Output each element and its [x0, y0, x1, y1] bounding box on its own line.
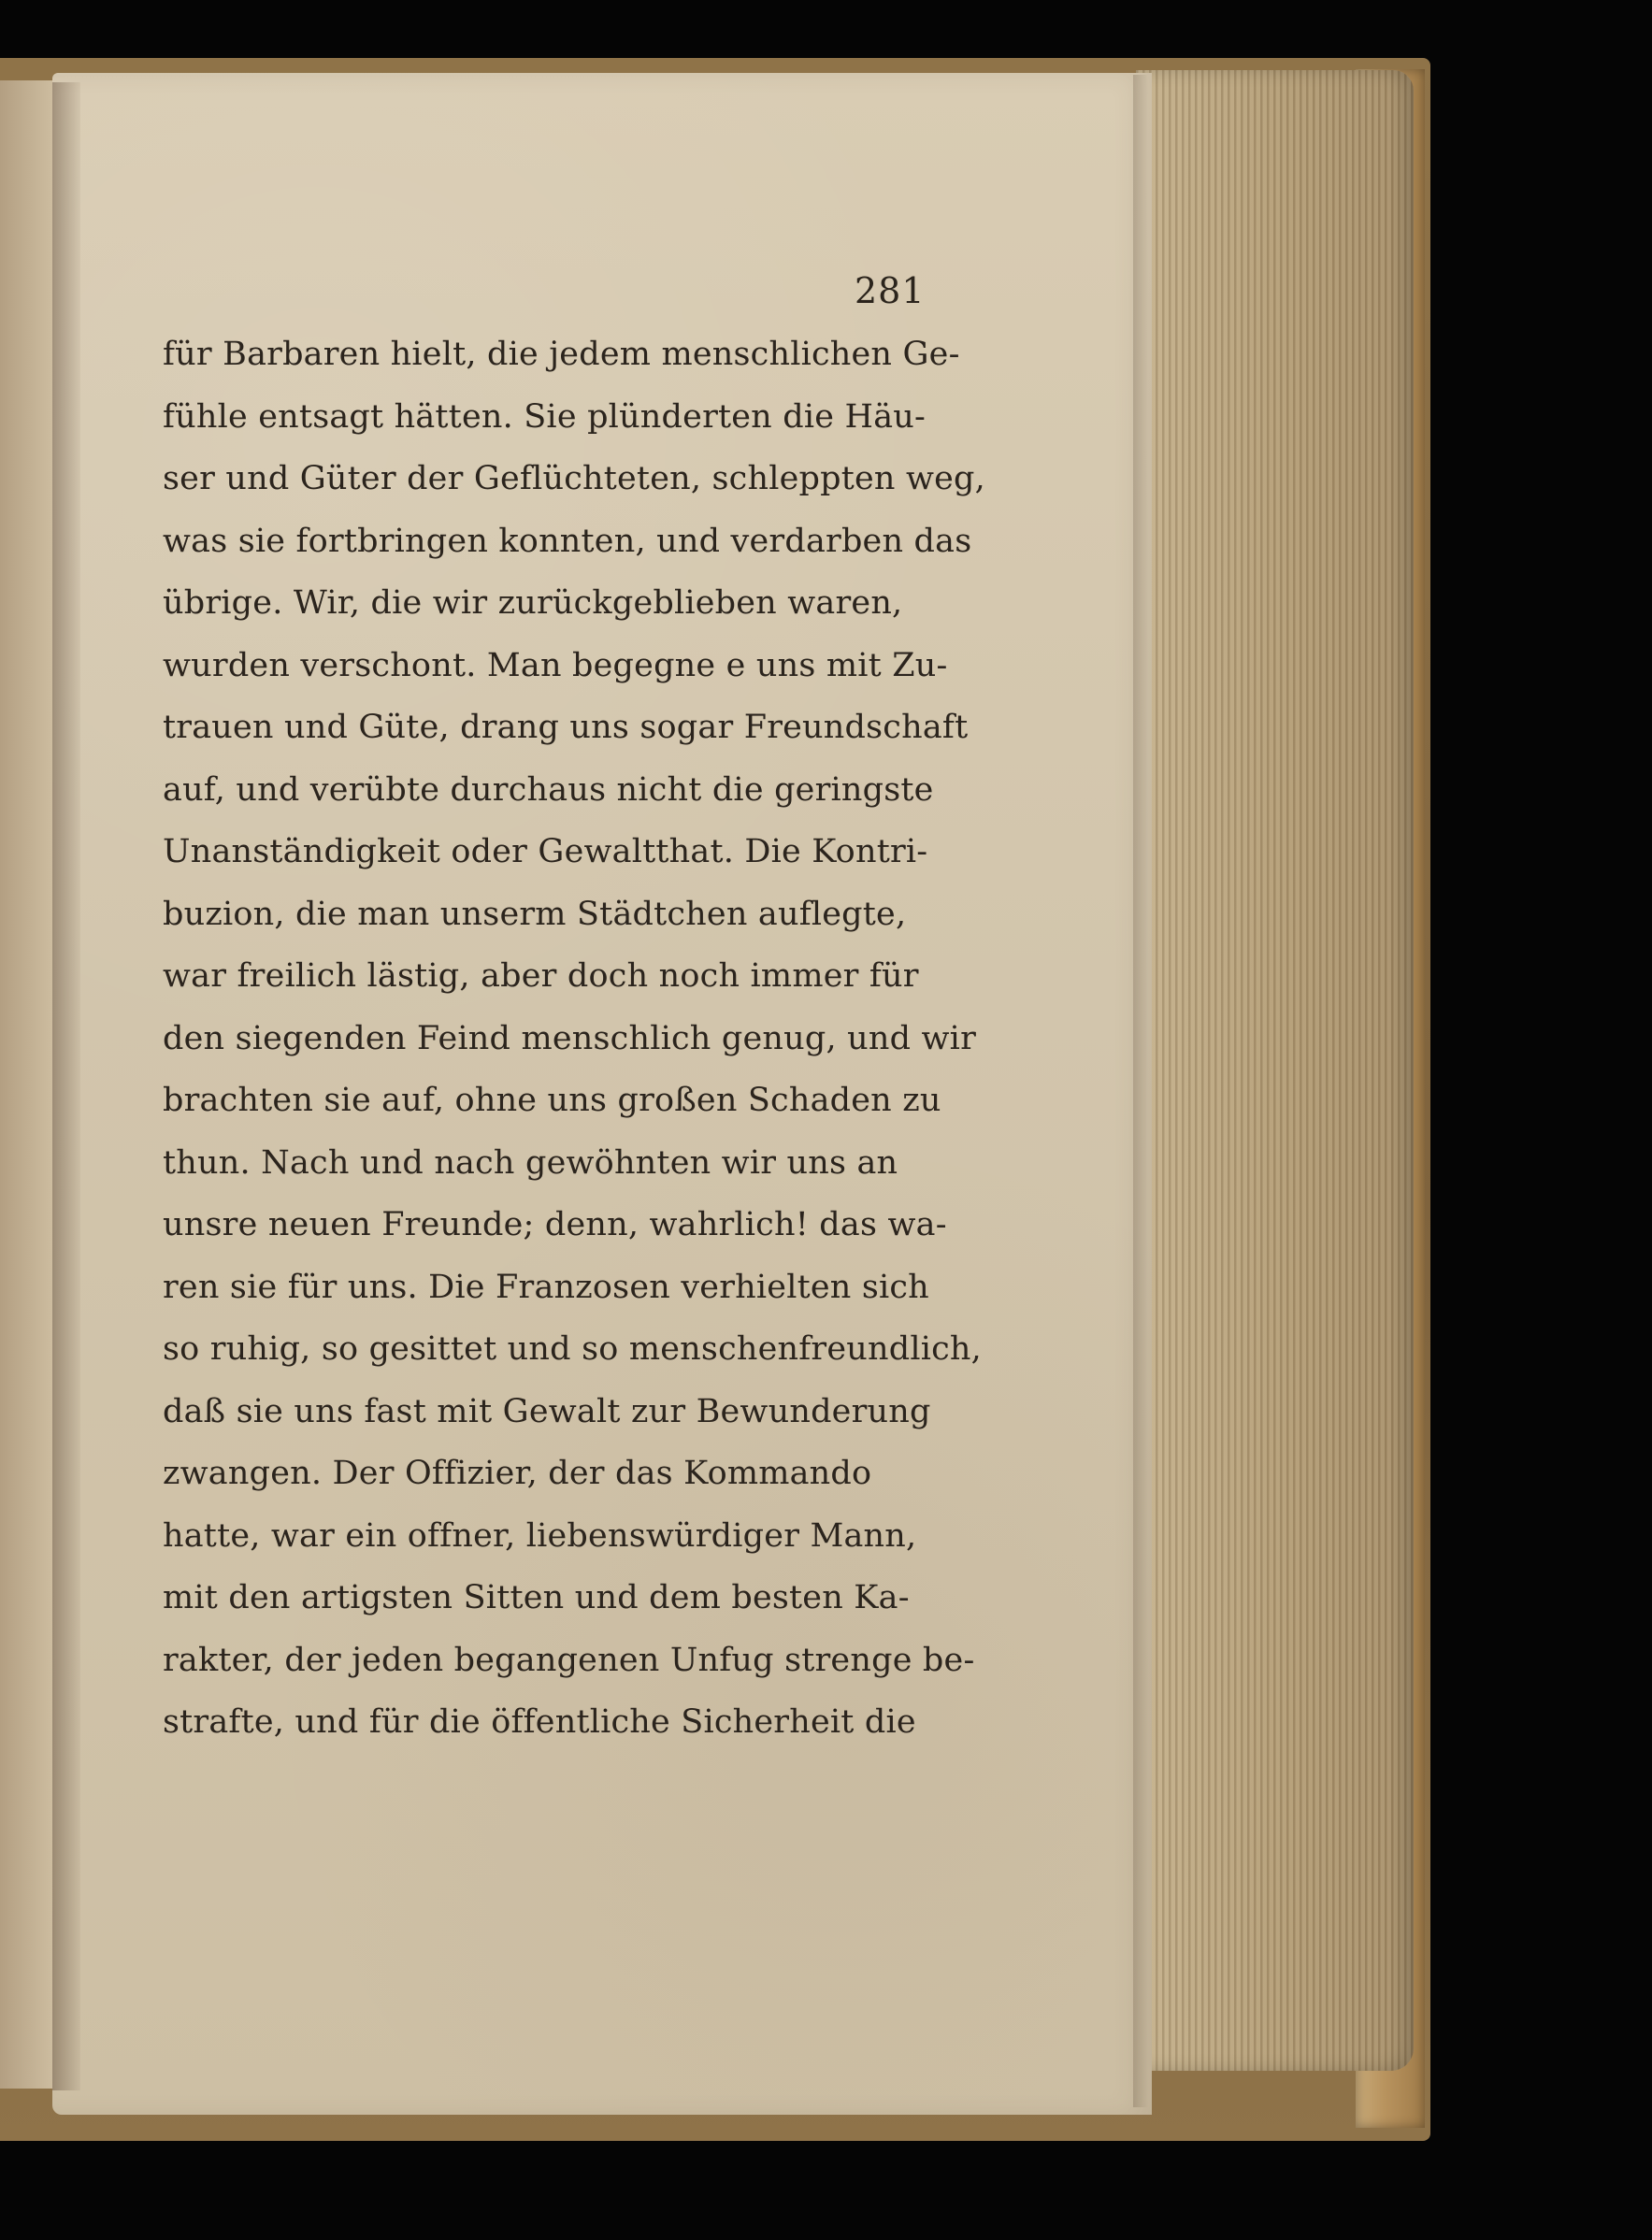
text-line: zwangen. Der Offizier, der das Kommando [163, 1455, 872, 1492]
text-line: rakter, der jeden begangenen Unfug strenge be- [163, 1641, 975, 1679]
text-line: was sie fortbringen konnten, und verdarben das [163, 522, 972, 560]
text-line: unsre neuen Freunde; denn, wahrlich! das wa- [163, 1206, 947, 1243]
page-stack [1136, 70, 1414, 2071]
page-edge-shadow [1133, 75, 1148, 2107]
text-line: den siegenden Feind menschlich genug, und wir [163, 1019, 977, 1057]
text-line: war freilich lästig, aber doch noch immer für [163, 957, 919, 995]
text-line: ser und Güter der Geflüchteten, schleppten weg, [163, 460, 985, 497]
text-line: buzion, die man unserm Städtchen auflegte, [163, 895, 907, 933]
text-line: übrige. Wir, die wir zurückgeblieben waren, [163, 584, 903, 622]
text-line: daß sie uns fast mit Gewalt zur Bewunderung [163, 1392, 931, 1430]
text-line: für Barbaren hielt, die jedem menschlichen Ge- [163, 336, 960, 373]
text-line: hatte, war ein offner, liebenswürdiger Mann, [163, 1516, 917, 1555]
text-line: brachten sie auf, ohne uns großen Schaden zu [163, 1082, 941, 1119]
text-line: thun. Nach und nach gewöhnten wir uns an [163, 1143, 898, 1182]
text-line: trauen und Güte, drang uns sogar Freundschaft [163, 709, 969, 746]
text-line: wurden verschont. Man begegne e uns mit Zu- [163, 646, 948, 684]
page-gutter [52, 82, 80, 2090]
text-line: ren sie für uns. Die Franzosen verhielten sich [163, 1268, 929, 1306]
text-line: mit den artigsten Sitten und dem besten Ka- [163, 1579, 910, 1616]
text-line: Unanständigkeit oder Gewaltthat. Die Kontri- [163, 833, 928, 870]
text-line: strafte, und für die öffentliche Sicherheit die [163, 1703, 916, 1741]
body-text [163, 323, 985, 1754]
text-line: fühle entsagt hätten. Sie plünderten die Häu- [163, 397, 927, 436]
page-number: 281 [855, 270, 926, 311]
book-page [52, 73, 1152, 2115]
text-line: so ruhig, so gesittet und so menschenfreundlich, [163, 1330, 983, 1368]
text-line: auf, und verübte durchaus nicht die geringste [163, 770, 934, 809]
